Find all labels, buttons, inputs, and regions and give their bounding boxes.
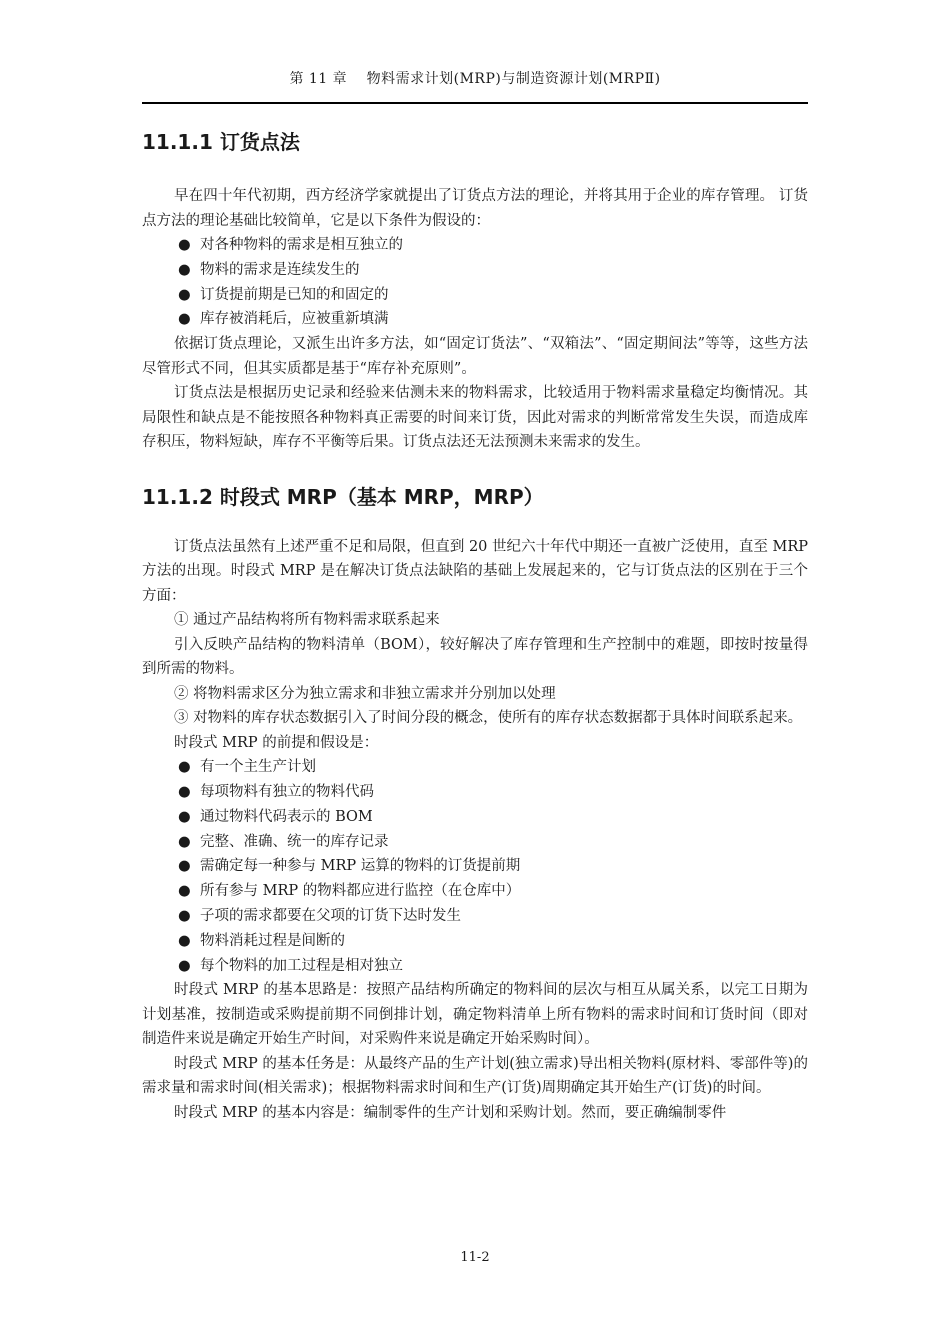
list-item xyxy=(142,854,808,879)
bullet-icon: ● xyxy=(178,311,191,328)
list-item-text: 每项物料有独立的物料代码 xyxy=(200,783,374,800)
section-heading-time-phased-mrp: 11.1.2 时段式 MRP（基本 MRP，MRP） xyxy=(142,484,544,509)
header-rule xyxy=(142,102,808,104)
list-item xyxy=(142,283,808,308)
list-item xyxy=(142,258,808,283)
paragraph: 订货点法是根据历史记录和经验来估测未来的物料需求，比较适用于物料需求量稳定均衡情况。其局限性和缺点是不能按照各种物料真正需要的时间来订货，因此对需求的判断常常发生失误，而造成库存积压，物料短缺，库存不平衡等后果。订货点法还无法预测未来需求的发生。 xyxy=(142,385,808,451)
list-item-text: 订货提前期是已知的和固定的 xyxy=(200,286,389,303)
bullet-icon: ● xyxy=(178,237,191,253)
paragraph: 时段式 MRP 的前提和假设是： xyxy=(174,734,379,751)
assumption-list xyxy=(142,233,808,332)
paragraph: 订货点法虽然有上述严重不足和局限，但直到 20 世纪六十年代中期还一直被广泛使用，直至 MRP 方法的出现。时段式 MRP 是在解决订货点法缺陷的基础上发展起来的，它与订货点法的区别在于三个方面： xyxy=(142,538,808,604)
list-item-text: 物料消耗过程是间断的 xyxy=(200,932,345,949)
list-item xyxy=(142,904,808,929)
list-item xyxy=(142,879,808,904)
bullet-icon: ● xyxy=(178,858,191,875)
paragraph: 依据订货点理论，又派生出许多方法，如“固定订货法”、“双箱法”、“固定期间法”等等，这些方法尽管形式不同，但其实质都是基于“库存补充原则”。 xyxy=(142,336,808,377)
list-item-text: 完整、准确、统一的库存记录 xyxy=(200,833,389,850)
list-item-text: 所有参与 MRP 的物料都应进行监控（在仓库中） xyxy=(200,883,521,900)
list-item xyxy=(142,830,808,855)
list-item-text: 通过物料代码表示的 BOM xyxy=(200,808,373,825)
list-item xyxy=(142,233,808,258)
list-item xyxy=(142,954,808,979)
paragraph: 时段式 MRP 的基本任务是：从最终产品的生产计划(独立需求)导出相关物料(原材料、零部件等)的需求量和需求时间(相关需求)；根据物料需求时间和生产(订货)周期确定其开始生产(订货)的时间。 xyxy=(142,1055,808,1097)
paragraph: 时段式 MRP 的基本内容是：编制零件的生产计划和采购计划。然而，要正确编制零件 xyxy=(174,1104,727,1121)
list-item-text: 每个物料的加工过程是相对独立 xyxy=(200,957,403,974)
numbered-point: ② 将物料需求区分为独立需求和非独立需求并分别加以处理 xyxy=(174,685,556,702)
list-item xyxy=(142,755,808,780)
numbered-point: ① 通过产品结构将所有物料需求联系起来 xyxy=(174,612,440,629)
premise-list xyxy=(142,755,808,978)
bullet-icon: ● xyxy=(178,759,191,776)
list-item-text: 有一个主生产计划 xyxy=(200,759,316,776)
bullet-icon: ● xyxy=(178,286,191,303)
bullet-icon: ● xyxy=(178,957,191,974)
page-number: 11-2 xyxy=(460,1250,490,1265)
bullet-icon: ● xyxy=(178,783,191,800)
list-item xyxy=(142,805,808,830)
paragraph: 早在四十年代初期，西方经济学家就提出了订货点方法的理论，并将其用于企业的库存管理。 订货点方法的理论基础比较简单，它是以下条件为假设的： xyxy=(142,188,808,229)
list-item-text: 需确定每一种参与 MRP 运算的物料的订货提前期 xyxy=(200,858,521,875)
page-content xyxy=(142,124,808,1125)
list-item-text: 子项的需求都要在父项的订货下达时发生 xyxy=(200,907,461,924)
numbered-point: ③ 对物料的库存状态数据引入了时间分段的概念，使所有的库存状态数据都于具体时间联系起来。 xyxy=(174,710,803,727)
list-item xyxy=(142,929,808,954)
paragraph: 引入反映产品结构的物料清单（BOM），较好解决了库存管理和生产控制中的难题，即按时按量得到所需的物料。 xyxy=(142,636,808,678)
list-item xyxy=(142,307,808,332)
bullet-icon: ● xyxy=(178,907,191,924)
running-header: 第 11 章 物料需求计划(MRP)与制造资源计划(MRPⅡ) xyxy=(289,71,661,87)
list-item xyxy=(142,780,808,805)
list-item-text: 库存被消耗后，应被重新填满 xyxy=(200,311,389,328)
section-heading-order-point: 11.1.1 订货点法 xyxy=(142,130,300,154)
paragraph: 时段式 MRP 的基本思路是：按照产品结构所确定的物料间的层次与相互从属关系，以完工日期为计划基准，按制造或采购提前期不同倒排计划，确定物料清单上所有物料的需求时间和订货时间（即对制造件来说是确定开始生产时间，对采购件来说是确定开始采购时间）。 xyxy=(142,982,808,1048)
list-item-text: 对各种物料的需求是相互独立的 xyxy=(200,237,403,253)
bullet-icon: ● xyxy=(178,833,191,850)
bullet-icon: ● xyxy=(178,883,191,900)
bullet-icon: ● xyxy=(178,808,191,825)
bullet-icon: ● xyxy=(178,261,191,278)
list-item-text: 物料的需求是连续发生的 xyxy=(200,261,360,278)
bullet-icon: ● xyxy=(178,932,191,949)
